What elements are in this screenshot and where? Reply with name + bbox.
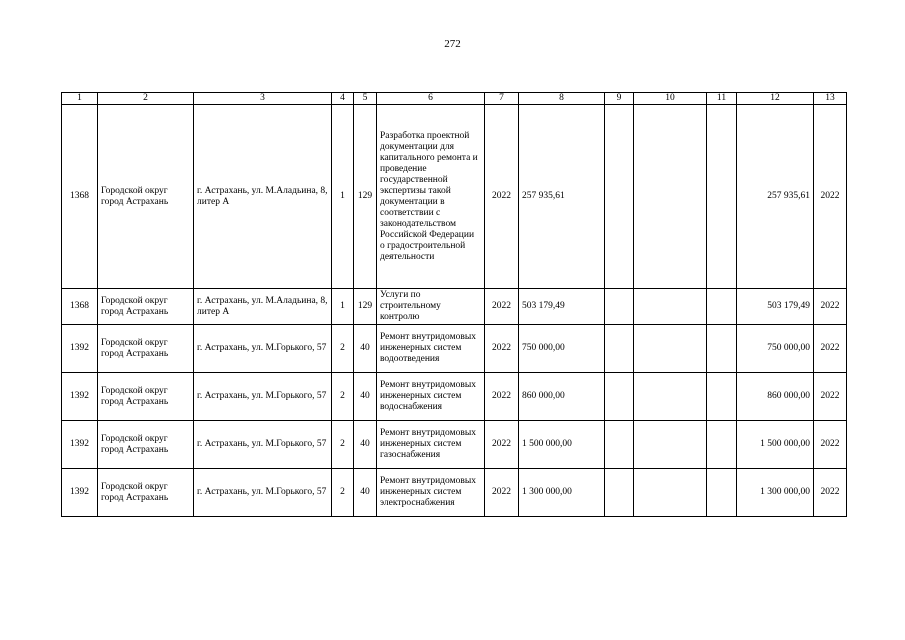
column-4-cell: 1 — [332, 105, 354, 289]
page-number: 272 — [444, 38, 461, 50]
column-10-cell — [634, 469, 707, 517]
total-cost-cell: 1 500 000,00 — [737, 421, 814, 469]
column-number-4: 4 — [332, 93, 354, 105]
column-9-cell — [605, 325, 634, 373]
column-11-cell — [707, 373, 737, 421]
completion-year-cell: 2022 — [814, 421, 847, 469]
total-cost-cell: 257 935,61 — [737, 105, 814, 289]
cost-cell: 860 000,00 — [519, 373, 605, 421]
column-number-3: 3 — [194, 93, 332, 105]
table-row — [62, 289, 847, 325]
column-10-cell — [634, 373, 707, 421]
address-cell: г. Астрахань, ул. М.Аладьина, 8, литер А — [194, 105, 332, 289]
completion-year-cell: 2022 — [814, 105, 847, 289]
registry-number-cell: 1392 — [62, 373, 98, 421]
table-header-row — [62, 93, 847, 105]
column-5-cell: 40 — [354, 373, 377, 421]
work-type-cell: Ремонт внутридомовых инженерных систем газоснабжения — [377, 421, 485, 469]
column-9-cell — [605, 105, 634, 289]
column-11-cell — [707, 469, 737, 517]
column-5-cell: 129 — [354, 105, 377, 289]
column-4-cell: 2 — [332, 469, 354, 517]
column-5-cell: 40 — [354, 325, 377, 373]
column-number-2: 2 — [98, 93, 194, 105]
year-cell: 2022 — [485, 373, 519, 421]
column-number-6: 6 — [377, 93, 485, 105]
cost-cell: 1 300 000,00 — [519, 469, 605, 517]
column-number-7: 7 — [485, 93, 519, 105]
repair-program-table — [61, 92, 847, 517]
year-cell: 2022 — [485, 105, 519, 289]
address-cell: г. Астрахань, ул. М.Горького, 57 — [194, 325, 332, 373]
registry-number-cell: 1392 — [62, 469, 98, 517]
total-cost-cell: 1 300 000,00 — [737, 469, 814, 517]
table-row — [62, 421, 847, 469]
column-number-8: 8 — [519, 93, 605, 105]
registry-number-cell: 1392 — [62, 421, 98, 469]
column-11-cell — [707, 325, 737, 373]
total-cost-cell: 860 000,00 — [737, 373, 814, 421]
registry-number-cell: 1368 — [62, 289, 98, 325]
completion-year-cell: 2022 — [814, 469, 847, 517]
completion-year-cell: 2022 — [814, 373, 847, 421]
address-cell: г. Астрахань, ул. М.Горького, 57 — [194, 421, 332, 469]
column-number-13: 13 — [814, 93, 847, 105]
column-10-cell — [634, 289, 707, 325]
total-cost-cell: 503 179,49 — [737, 289, 814, 325]
column-5-cell: 40 — [354, 469, 377, 517]
column-number-1: 1 — [62, 93, 98, 105]
year-cell: 2022 — [485, 289, 519, 325]
column-number-9: 9 — [605, 93, 634, 105]
work-type-cell: Ремонт внутридомовых инженерных систем водоотведения — [377, 325, 485, 373]
municipality-cell: Городской округ город Астрахань — [98, 289, 194, 325]
cost-cell: 257 935,61 — [519, 105, 605, 289]
column-4-cell: 1 — [332, 289, 354, 325]
municipality-cell: Городской округ город Астрахань — [98, 469, 194, 517]
completion-year-cell: 2022 — [814, 289, 847, 325]
column-9-cell — [605, 289, 634, 325]
column-9-cell — [605, 421, 634, 469]
column-11-cell — [707, 105, 737, 289]
table-row — [62, 469, 847, 517]
municipality-cell: Городской округ город Астрахань — [98, 373, 194, 421]
column-4-cell: 2 — [332, 325, 354, 373]
completion-year-cell: 2022 — [814, 325, 847, 373]
table-row — [62, 325, 847, 373]
work-type-cell: Услуги по строительному контролю — [377, 289, 485, 325]
column-4-cell: 2 — [332, 421, 354, 469]
cost-cell: 503 179,49 — [519, 289, 605, 325]
address-cell: г. Астрахань, ул. М.Горького, 57 — [194, 469, 332, 517]
column-11-cell — [707, 289, 737, 325]
work-type-cell: Ремонт внутридомовых инженерных систем водоснабжения — [377, 373, 485, 421]
column-11-cell — [707, 421, 737, 469]
column-5-cell: 40 — [354, 421, 377, 469]
work-type-cell: Разработка проектной документации для капитального ремонта и проведение государственной экспертизы такой документации в соответствии с законодательством Российской Федерации о градостроительной деятельности — [377, 105, 485, 289]
column-number-5: 5 — [354, 93, 377, 105]
address-cell: г. Астрахань, ул. М.Аладьина, 8, литер А — [194, 289, 332, 325]
table-row — [62, 373, 847, 421]
registry-number-cell: 1368 — [62, 105, 98, 289]
column-10-cell — [634, 421, 707, 469]
column-number-10: 10 — [634, 93, 707, 105]
column-4-cell: 2 — [332, 373, 354, 421]
column-10-cell — [634, 325, 707, 373]
table-row — [62, 105, 847, 289]
total-cost-cell: 750 000,00 — [737, 325, 814, 373]
work-type-cell: Ремонт внутридомовых инженерных систем электроснабжения — [377, 469, 485, 517]
municipality-cell: Городской округ город Астрахань — [98, 325, 194, 373]
cost-cell: 1 500 000,00 — [519, 421, 605, 469]
column-9-cell — [605, 469, 634, 517]
column-5-cell: 129 — [354, 289, 377, 325]
column-9-cell — [605, 373, 634, 421]
column-number-11: 11 — [707, 93, 737, 105]
cost-cell: 750 000,00 — [519, 325, 605, 373]
year-cell: 2022 — [485, 421, 519, 469]
address-cell: г. Астрахань, ул. М.Горького, 57 — [194, 373, 332, 421]
municipality-cell: Городской округ город Астрахань — [98, 105, 194, 289]
registry-number-cell: 1392 — [62, 325, 98, 373]
column-number-12: 12 — [737, 93, 814, 105]
column-10-cell — [634, 105, 707, 289]
municipality-cell: Городской округ город Астрахань — [98, 421, 194, 469]
year-cell: 2022 — [485, 325, 519, 373]
year-cell: 2022 — [485, 469, 519, 517]
